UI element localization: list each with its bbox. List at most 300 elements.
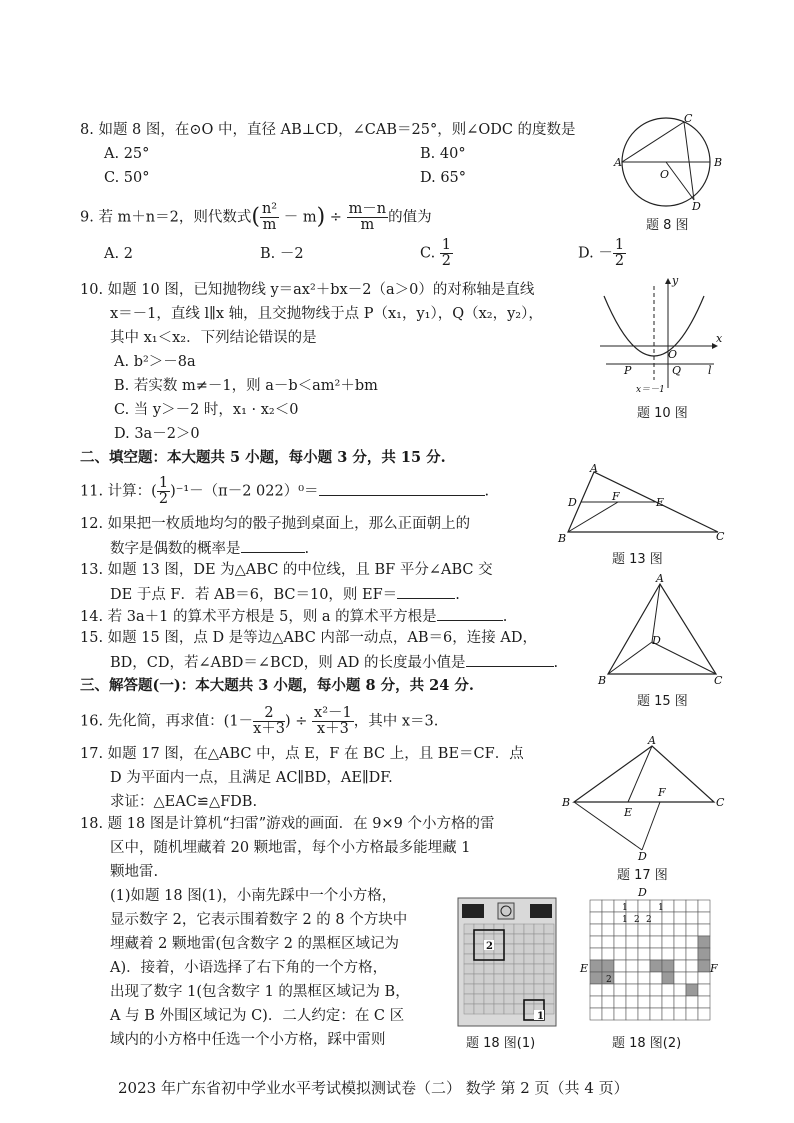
mine-cell[interactable] xyxy=(464,1004,474,1014)
mine-cell[interactable] xyxy=(650,948,662,960)
mine-cell[interactable] xyxy=(626,960,638,972)
mine-cell[interactable] xyxy=(638,996,650,1008)
f10-label-y: y xyxy=(672,274,679,287)
mine-cell[interactable] xyxy=(638,924,650,936)
f15-label-b: B xyxy=(598,674,607,687)
mine-cell[interactable] xyxy=(524,984,534,994)
q17-line1: 17. 如题 17 图，在△ABC 中，点 E，F 在 BC 上，且 BE＝CF．点 xyxy=(80,746,524,762)
mine-cell[interactable] xyxy=(464,964,474,974)
f17-label-b: B xyxy=(562,796,571,809)
section-3-heading: 三、解答题(一)：本大题共 3 小题，每小题 8 分，共 24 分. xyxy=(80,677,474,694)
mine-cell[interactable] xyxy=(464,974,474,984)
q18-line3: 颗地雷. xyxy=(110,864,159,880)
q18-line4: (1)如题 18 图(1)，小南先踩中一个小方格， xyxy=(110,888,397,904)
q8-option-a: A. 25° xyxy=(104,146,150,162)
mine-cell[interactable] xyxy=(504,924,514,934)
mine-cell[interactable] xyxy=(602,948,614,960)
mine-cell[interactable] xyxy=(474,1004,484,1014)
q9-c-den: 2 xyxy=(441,253,452,269)
mine-cell[interactable] xyxy=(698,984,710,996)
mine-cell[interactable] xyxy=(698,972,710,984)
figure-10 xyxy=(596,276,726,396)
mine-cell[interactable] xyxy=(484,1004,494,1014)
figure-18-2 xyxy=(578,886,724,1028)
mine-cell[interactable] xyxy=(590,996,602,1008)
q12-end: . xyxy=(304,541,310,557)
mine-cell[interactable] xyxy=(504,934,514,944)
mine-cell[interactable] xyxy=(614,984,626,996)
mine-cell[interactable] xyxy=(674,1008,686,1020)
mine-cell[interactable] xyxy=(524,964,534,974)
mine-cell[interactable] xyxy=(534,944,544,954)
caption-fig18-1: 题 18 图(1) xyxy=(466,1036,536,1051)
mine-cell[interactable] xyxy=(544,924,554,934)
q17-line3: 求证：△EAC≌△FDB. xyxy=(110,794,258,810)
mine-cell[interactable] xyxy=(674,924,686,936)
mine-cell[interactable] xyxy=(474,924,484,934)
mine-cell[interactable] xyxy=(484,994,494,1004)
q11-answer-blank[interactable] xyxy=(319,481,485,496)
q15-line2 xyxy=(110,652,558,673)
mine-cell[interactable] xyxy=(674,984,686,996)
mine-cell[interactable] xyxy=(602,924,614,936)
mine-cell[interactable] xyxy=(544,974,554,984)
f10-label-q: Q xyxy=(672,364,682,377)
q9-minus-m: － m xyxy=(283,209,317,226)
mine-counter-display xyxy=(462,904,484,918)
mine-cell[interactable] xyxy=(544,984,554,994)
q9-option-d xyxy=(578,238,626,269)
mine-cell[interactable] xyxy=(626,996,638,1008)
q18-line8: 出现了数字 1(包含数字 1 的黑框区域记为 B， xyxy=(110,984,410,1000)
section-2-heading: 二、填空题：本大题共 5 小题，每小题 3 分，共 15 分. xyxy=(80,449,446,466)
mine-cell[interactable] xyxy=(698,900,710,912)
mine-cell[interactable] xyxy=(638,984,650,996)
q17-line2: D 为平面内一点，且满足 AC∥BD，AE∥DF. xyxy=(110,770,393,786)
mine-cell[interactable] xyxy=(698,936,710,948)
mine-cell[interactable] xyxy=(614,996,626,1008)
q13-answer-blank[interactable] xyxy=(397,584,455,599)
mine-cell[interactable] xyxy=(534,954,544,964)
mine-cell[interactable] xyxy=(590,984,602,996)
mine-cell[interactable] xyxy=(662,960,674,972)
mine-cell[interactable] xyxy=(534,924,544,934)
mine-cell[interactable] xyxy=(674,960,686,972)
q15-answer-blank[interactable] xyxy=(466,652,554,667)
figure-15 xyxy=(598,572,724,687)
mine-cell[interactable] xyxy=(674,948,686,960)
mine-cell[interactable] xyxy=(638,1008,650,1020)
f18b-num-1: 1 xyxy=(622,903,628,913)
mine-cell[interactable] xyxy=(686,948,698,960)
q9-d-den: 2 xyxy=(614,253,625,269)
q9-option-b: B. －2 xyxy=(260,246,304,262)
q9-frac1-den: m xyxy=(262,217,277,233)
mine-cell[interactable] xyxy=(662,900,674,912)
q9-frac2-den: m xyxy=(360,217,375,233)
mine-cell[interactable] xyxy=(474,964,484,974)
f17-label-a: A xyxy=(648,734,656,747)
page-footer: 2023 年广东省初中学业水平考试模拟测试卷（二） 数学 第 2 页（共 4 页） xyxy=(118,1079,629,1097)
q18-line2: 区中，随机埋藏着 20 颗地雷，每个小方格最多能埋藏 1 xyxy=(110,840,471,856)
mine-cell[interactable] xyxy=(698,996,710,1008)
mine-cell[interactable] xyxy=(544,964,554,974)
mine-cell[interactable] xyxy=(602,912,614,924)
mine-cell[interactable] xyxy=(674,936,686,948)
q9-pre: 9. 若 m＋n＝2，则代数式 xyxy=(80,209,252,226)
q9-option-c xyxy=(420,238,453,269)
mine-cell[interactable] xyxy=(484,924,494,934)
q9-div: ÷ xyxy=(329,209,342,226)
f18b-label-f: F xyxy=(710,962,718,975)
mine-cell[interactable] xyxy=(494,984,504,994)
f18b-num-6: 2 xyxy=(606,975,612,985)
mine-cell[interactable] xyxy=(464,944,474,954)
mine-cell[interactable] xyxy=(534,964,544,974)
mine-cell[interactable] xyxy=(534,984,544,994)
mine-cell[interactable] xyxy=(650,960,662,972)
mine-cell[interactable] xyxy=(662,972,674,984)
q11 xyxy=(80,476,489,507)
mine-cell[interactable] xyxy=(544,1004,554,1014)
mine-cell[interactable] xyxy=(514,964,524,974)
f18b-label-d: D xyxy=(638,886,647,899)
mine-cell[interactable] xyxy=(514,1004,524,1014)
q16-frac2-den: x＋3 xyxy=(316,721,349,737)
mine-cell[interactable] xyxy=(524,934,534,944)
q16-one: (1－ xyxy=(223,713,254,730)
q15-end: . xyxy=(553,655,559,671)
mine-cell[interactable] xyxy=(662,936,674,948)
mine-cell[interactable] xyxy=(524,994,534,1004)
mine-cell[interactable] xyxy=(698,960,710,972)
f18b-num-2: 1 xyxy=(622,915,628,925)
mine-cell[interactable] xyxy=(674,972,686,984)
mine-cell[interactable] xyxy=(674,996,686,1008)
mine-cell[interactable] xyxy=(686,936,698,948)
q16 xyxy=(80,706,438,737)
f13-label-f: F xyxy=(612,490,620,503)
q12-line2 xyxy=(110,538,309,559)
mine-cell[interactable] xyxy=(504,994,514,1004)
caption-fig13: 题 13 图 xyxy=(612,552,663,567)
caption-fig15: 题 15 图 xyxy=(637,694,688,709)
mine-cell[interactable] xyxy=(494,934,504,944)
f18b-num-5: 1 xyxy=(658,903,664,913)
mine-cell[interactable] xyxy=(590,924,602,936)
mine-cell[interactable] xyxy=(514,944,524,954)
mine-cell[interactable] xyxy=(494,974,504,984)
q11-post: )⁻¹－（π－2 022）⁰＝ xyxy=(170,483,319,500)
f18a-number-1: 1 xyxy=(537,1011,544,1022)
mine-cell[interactable] xyxy=(544,944,554,954)
f8-label-d: D xyxy=(692,200,701,213)
caption-fig8: 题 8 图 xyxy=(646,218,689,233)
mine-cell[interactable] xyxy=(686,1008,698,1020)
q15-line1: 15. 如题 15 图，点 D 是等边△ABC 内部一动点，AB＝6，连接 AD， xyxy=(80,630,537,646)
q12-line1: 12. 如果把一枚质地均匀的骰子抛到桌面上，那么正面朝上的 xyxy=(80,516,471,532)
mine-cell[interactable] xyxy=(638,948,650,960)
mine-cell[interactable] xyxy=(602,936,614,948)
f13-label-e: E xyxy=(656,496,665,509)
mine-cell[interactable] xyxy=(662,948,674,960)
mine-cell[interactable] xyxy=(686,912,698,924)
mine-cell[interactable] xyxy=(650,912,662,924)
q8-option-d: D. 65° xyxy=(420,170,467,186)
f17-label-f: F xyxy=(658,786,666,799)
mine-cell[interactable] xyxy=(464,934,474,944)
figure-18-1 xyxy=(458,898,556,1026)
q11-end: . xyxy=(484,483,490,500)
mine-cell[interactable] xyxy=(638,960,650,972)
f18b-num-4: 2 xyxy=(646,915,652,925)
mine-cell[interactable] xyxy=(504,984,514,994)
mine-cell[interactable] xyxy=(514,934,524,944)
q14-end: . xyxy=(502,609,508,625)
f8-label-c: C xyxy=(684,112,693,125)
mine-cell[interactable] xyxy=(614,924,626,936)
mine-cell[interactable] xyxy=(590,900,602,912)
mine-cell[interactable] xyxy=(686,972,698,984)
q11-num: 1 xyxy=(158,475,169,491)
mine-cell[interactable] xyxy=(494,924,504,934)
mine-cell[interactable] xyxy=(602,984,614,996)
mine-cell[interactable] xyxy=(602,900,614,912)
mine-cell[interactable] xyxy=(686,924,698,936)
f8-label-a: A xyxy=(614,156,622,169)
q9-stem: 9. 若 m＋n＝2，则代数式( $\frac{\text{n²}}{m}$ － m) ÷ $\frac{m-n}{m}$ 的值为 xyxy=(80,201,432,233)
f15-label-a: A xyxy=(656,572,664,585)
mine-cell[interactable] xyxy=(474,944,484,954)
q16-div: ÷ xyxy=(295,713,308,730)
q10-option-b: B. 若实数 m≠－1，则 a－b＜am²＋bm xyxy=(114,378,378,394)
q9-post: 的值为 xyxy=(388,209,432,226)
q13-line2 xyxy=(110,584,460,605)
mine-cell[interactable] xyxy=(534,934,544,944)
mine-cell[interactable] xyxy=(698,1008,710,1020)
timer-display xyxy=(530,904,552,918)
q9-d-num: 1 xyxy=(614,237,625,253)
q10-option-c: C. 当 y＞－2 时，x₁ · x₂＜0 xyxy=(114,402,299,418)
mine-cell[interactable] xyxy=(514,974,524,984)
mine-cell[interactable] xyxy=(504,964,514,974)
mine-cell[interactable] xyxy=(494,964,504,974)
mine-cell[interactable] xyxy=(614,972,626,984)
mine-cell[interactable] xyxy=(686,960,698,972)
f18a-number-2: 2 xyxy=(486,941,493,952)
mine-cell[interactable] xyxy=(662,984,674,996)
mine-cell[interactable] xyxy=(464,984,474,994)
mine-cell[interactable] xyxy=(544,954,554,964)
mine-cell[interactable] xyxy=(534,994,544,1004)
mine-cell[interactable] xyxy=(504,1004,514,1014)
caption-fig18-2: 题 18 图(2) xyxy=(612,1036,682,1051)
mine-cell[interactable] xyxy=(590,948,602,960)
q12-answer-blank[interactable] xyxy=(241,538,305,553)
q10-option-d: D. 3a－2＞0 xyxy=(114,426,200,442)
q11-den: 2 xyxy=(158,491,169,507)
mine-cell[interactable] xyxy=(484,964,494,974)
q8-option-c: C. 50° xyxy=(104,170,150,186)
q14-answer-blank[interactable] xyxy=(437,606,503,621)
q9-d-sign: － xyxy=(598,245,613,262)
f13-label-d: D xyxy=(568,496,577,509)
mine-cell[interactable] xyxy=(544,994,554,1004)
mine-cell[interactable] xyxy=(638,972,650,984)
mine-cell[interactable] xyxy=(614,948,626,960)
mine-cell[interactable] xyxy=(662,912,674,924)
figure-13 xyxy=(558,462,726,545)
mine-cell[interactable] xyxy=(662,924,674,936)
mine-cell[interactable] xyxy=(650,972,662,984)
f13-label-a: A xyxy=(590,462,598,475)
q18-line7: A)．接着，小语选择了右下角的一个方格， xyxy=(110,960,388,976)
f10-label-x: x xyxy=(716,332,723,345)
f8-label-b: B xyxy=(714,156,723,169)
mine-cell[interactable] xyxy=(494,1004,504,1014)
mine-cell[interactable] xyxy=(590,960,602,972)
q16-post: ，其中 x＝3. xyxy=(353,713,439,730)
q18-line10: 域内的小方格中任选一个小方格，踩中雷则 xyxy=(110,1032,386,1048)
f8-label-o: O xyxy=(660,168,670,181)
mine-cell[interactable] xyxy=(590,972,602,984)
mine-cell[interactable] xyxy=(524,1004,534,1014)
q9-frac2-num: m－n xyxy=(348,201,387,217)
mine-cell[interactable] xyxy=(626,936,638,948)
q16-pre: 16. 先化简，再求值： xyxy=(80,713,224,730)
mine-cell[interactable] xyxy=(602,996,614,1008)
f17-label-d: D xyxy=(638,850,647,863)
mine-cell[interactable] xyxy=(514,924,524,934)
mine-cell[interactable] xyxy=(638,936,650,948)
mine-cell[interactable] xyxy=(474,984,484,994)
mine-cell[interactable] xyxy=(514,954,524,964)
q16-frac1-den: x＋3 xyxy=(253,721,285,737)
q8-stem: 8. 如题 8 图，在⊙O 中，直径 AB⊥CD，∠CAB＝25°，则∠ODC 的度数是 xyxy=(80,122,576,138)
q18-line5: 显示数字 2，它表示围着数字 2 的 8 个方块中 xyxy=(110,912,408,928)
f10-label-l: l xyxy=(708,364,712,377)
mine-cell[interactable] xyxy=(514,984,524,994)
mine-cell[interactable] xyxy=(674,912,686,924)
q18-line1: 18. 题 18 图是计算机“扫雷”游戏的画面．在 9×9 个小方格的雷 xyxy=(80,816,495,832)
q9-option-a: A. 2 xyxy=(104,246,133,262)
f15-label-c: C xyxy=(714,674,723,687)
mine-cell[interactable] xyxy=(494,944,504,954)
q9-c-label: C. xyxy=(420,245,436,262)
mine-cell[interactable] xyxy=(524,954,534,964)
f10-label-o: O xyxy=(668,348,678,361)
mine-cell[interactable] xyxy=(474,934,484,944)
mine-cell[interactable] xyxy=(464,954,474,964)
q13-end: . xyxy=(455,587,460,603)
q14-text: 14. 若 3a＋1 的算术平方根是 5，则 a 的算术平方根是 xyxy=(80,609,437,625)
mine-cell[interactable] xyxy=(484,954,494,964)
f18b-num-3: 2 xyxy=(634,915,640,925)
mine-cell[interactable] xyxy=(638,900,650,912)
mine-cell[interactable] xyxy=(674,900,686,912)
mine-cell[interactable] xyxy=(626,972,638,984)
q10-line1: 10. 如题 10 图，已知抛物线 y＝ax²＋bx－2（a＞0）的对称轴是直线 xyxy=(80,282,535,298)
mine-cell[interactable] xyxy=(698,948,710,960)
figure-17 xyxy=(562,734,726,863)
q16-frac2-num: x²－1 xyxy=(314,705,352,721)
mine-cell[interactable] xyxy=(614,936,626,948)
mine-cell[interactable] xyxy=(504,944,514,954)
mine-cell[interactable] xyxy=(504,974,514,984)
q8-option-b: B. 40° xyxy=(420,146,466,162)
mine-cell[interactable] xyxy=(650,996,662,1008)
mine-cell[interactable] xyxy=(698,912,710,924)
mine-cell[interactable] xyxy=(504,954,514,964)
q10-option-a: A. b²＞－8a xyxy=(114,354,196,370)
mine-cell[interactable] xyxy=(484,984,494,994)
mine-cell[interactable] xyxy=(474,994,484,1004)
mine-cell[interactable] xyxy=(464,994,474,1004)
mine-cell[interactable] xyxy=(698,924,710,936)
mine-cell[interactable] xyxy=(590,1008,602,1020)
q18-line9: A 与 B 外围区域记为 C)．二人约定：在 C 区 xyxy=(110,1008,405,1024)
f13-label-c: C xyxy=(716,530,725,543)
mine-cell[interactable] xyxy=(524,924,534,934)
mine-cell[interactable] xyxy=(686,996,698,1008)
mine-cell[interactable] xyxy=(614,1008,626,1020)
q10-line2: x＝－1，直线 l∥x 轴，且交抛物线于点 P（x₁，y₁），Q（x₂，y₂）， xyxy=(110,306,543,322)
q15-l2-text: BD，CD，若∠ABD＝∠BCD，则 AD 的长度最小值是 xyxy=(110,655,466,671)
mine-cell[interactable] xyxy=(650,984,662,996)
mine-cell[interactable] xyxy=(602,1008,614,1020)
mine-cell[interactable] xyxy=(602,960,614,972)
q13-l2-text: DE 于点 F．若 AB＝6，BC＝10，则 EF＝ xyxy=(110,587,398,603)
q14 xyxy=(80,606,507,627)
q10-line3: 其中 x₁＜x₂．下列结论错误的是 xyxy=(110,330,317,346)
mine-cell[interactable] xyxy=(544,934,554,944)
mine-cell[interactable] xyxy=(650,924,662,936)
f15-label-d: D xyxy=(652,634,661,647)
mine-cell[interactable] xyxy=(626,948,638,960)
caption-fig10: 题 10 图 xyxy=(637,406,688,421)
mine-cell[interactable] xyxy=(494,954,504,964)
mine-cell[interactable] xyxy=(626,1008,638,1020)
mine-cell[interactable] xyxy=(474,954,484,964)
mine-cell[interactable] xyxy=(590,912,602,924)
mine-cell[interactable] xyxy=(614,960,626,972)
f18b-label-e: E xyxy=(580,962,589,975)
mine-cell[interactable] xyxy=(686,900,698,912)
q13-line1: 13. 如题 13 图，DE 为△ABC 的中位线，且 BF 平分∠ABC 交 xyxy=(80,562,493,578)
mine-cell[interactable] xyxy=(514,994,524,1004)
q16-frac1-num: 2 xyxy=(253,706,285,722)
mine-cell[interactable] xyxy=(626,900,638,912)
q12-l2-text: 数字是偶数的概率是 xyxy=(110,541,241,557)
mine-cell[interactable] xyxy=(662,996,674,1008)
mine-cell[interactable] xyxy=(626,984,638,996)
mine-cell[interactable] xyxy=(494,994,504,1004)
mine-cell[interactable] xyxy=(524,974,534,984)
mine-cell[interactable] xyxy=(662,1008,674,1020)
mine-cell[interactable] xyxy=(534,974,544,984)
q16-close: ) xyxy=(284,713,291,730)
mine-cell[interactable] xyxy=(474,974,484,984)
mine-cell[interactable] xyxy=(464,924,474,934)
mine-cell[interactable] xyxy=(590,936,602,948)
mine-cell[interactable] xyxy=(524,944,534,954)
mine-cell[interactable] xyxy=(484,974,494,984)
figure-8 xyxy=(612,112,723,213)
mine-cell[interactable] xyxy=(650,936,662,948)
mine-cell[interactable] xyxy=(626,924,638,936)
mine-cell[interactable] xyxy=(686,984,698,996)
mine-cell[interactable] xyxy=(650,1008,662,1020)
